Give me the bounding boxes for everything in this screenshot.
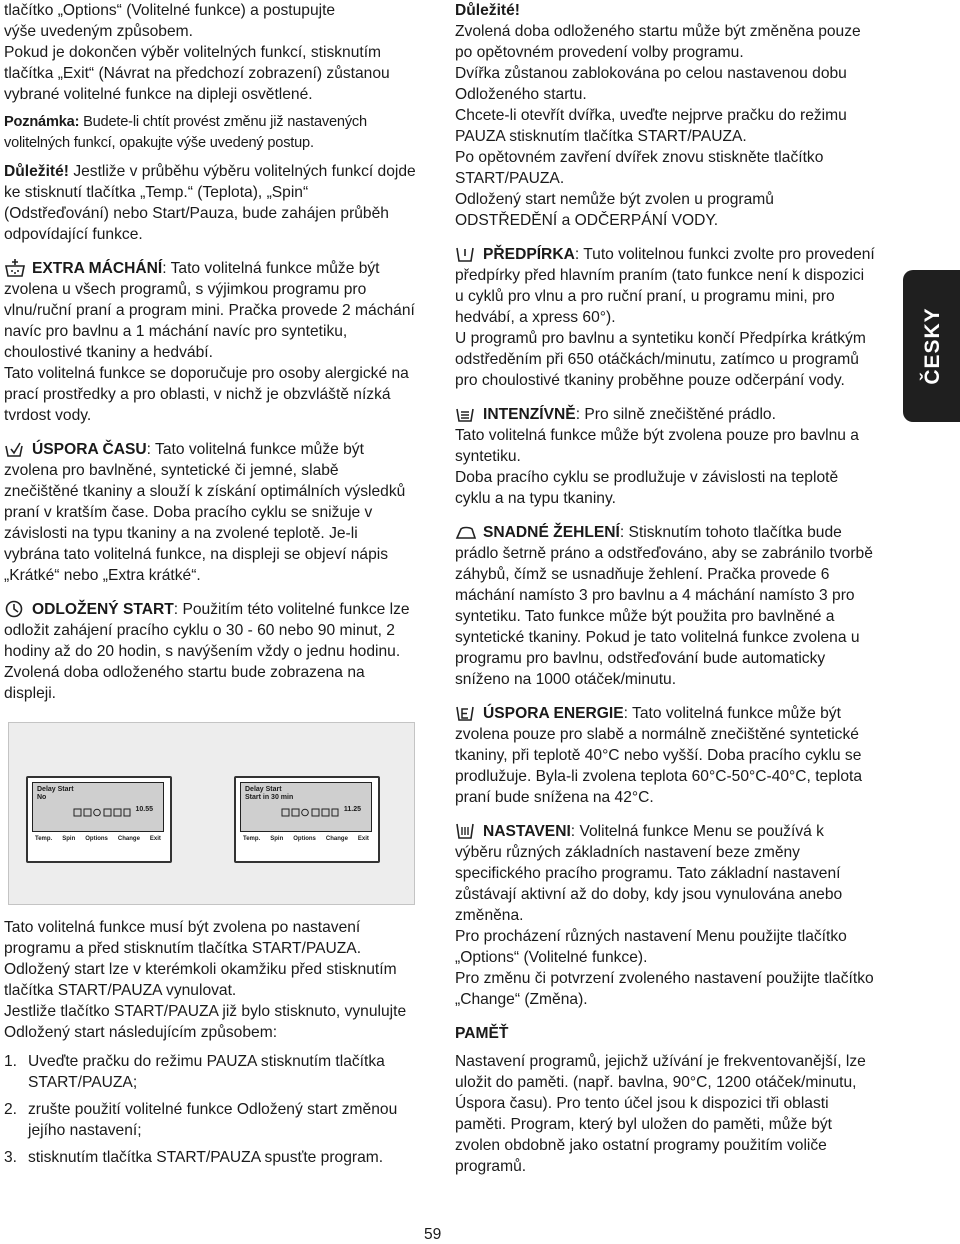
important-label: Důležité! — [4, 163, 69, 180]
step-text: zrušte použití volitelné funkce Odložený start změnou jejího nastavení; — [28, 1101, 398, 1139]
intensive-text-3: Doba pracího cyklu se prodlužuje v závislosti na teplotě cyklu a na typu tkaniny. — [455, 469, 839, 507]
intro-line-2: výše uvedeným způsobem. — [4, 23, 193, 40]
after-paragraph-2: Odložený start lze v kterémkoli okamžiku před stisknutím tlačítka START/PAUZA vynulovat. — [4, 961, 397, 999]
extra-rinse-icon — [4, 259, 26, 275]
prewash-text: : Tuto volitelnou funkci zvolte pro provedení předpírky před hlavním praním (tato funkce není k dispozici u cyklů pro vlnu a pro ruční praní, u programu mini, pro hedvábí, a xpress 60°). — [455, 246, 875, 326]
display-panel-1 — [26, 776, 172, 863]
easy-iron-paragraph — [455, 522, 875, 690]
prewash-title: PŘEDPÍRKA — [483, 246, 575, 263]
language-tab — [903, 270, 960, 422]
display-panel-2 — [234, 776, 380, 863]
change-button[interactable]: Change — [117, 836, 140, 842]
language-tab-label: ČESKY — [921, 307, 944, 385]
display-2-line-2: Start in 30 min — [245, 794, 294, 801]
list-item — [4, 1099, 416, 1141]
step-number: 1. — [4, 1053, 18, 1070]
display-2-buttons — [238, 836, 374, 842]
time-save-paragraph — [4, 439, 416, 586]
exit-button[interactable]: Exit — [149, 836, 161, 842]
note-label: Poznámka: — [4, 114, 80, 130]
delay-start-title: ODLOŽENÝ START — [32, 601, 174, 618]
intro-paragraph-2: Pokud je dokončen výběr volitelných funkcí, stisknutím tlačítka „Exit“ (Návrat na předchozí zobrazení) zůstanou vybrané volitelné funkce na dipleji osvětlené. — [4, 44, 390, 103]
display-illustration — [8, 722, 415, 905]
important-paragraph-3: Chcete-li otevřít dvířka, uveďte nejprve pračku do režimu PAUZA stisknutím tlačítka START/PAUZA. — [455, 107, 847, 145]
right-column — [455, 0, 875, 1177]
energy-save-icon — [455, 704, 477, 720]
extra-rinse-text: : Tato volitelná funkce může být zvolena u všech programů, s výjimkou programu pro vlnu/ruční praní a program mini. Pračka provede 2 máchání navíc pro bavlnu a 1 máchání navíc pro syntetiku, choulostivé tkaniny a hedvábí. — [4, 260, 415, 361]
left-column — [4, 0, 416, 704]
after-paragraph-1: Tato volitelná funkce musí být zvolena po nastavení programu a před stisknutím tlačítka START/PAUZA. — [4, 919, 362, 957]
important-text: Jestliže v průběhu výběru volitelných funkcí dojde ke stisknutí tlačítka „Temp.“ (Teplota), „Spin“ (Odstřeďování) nebo Start/Pauza, bude zahájen průběh odpovídající funkce. — [4, 163, 416, 243]
time-save-text: : Tato volitelná funkce může být zvolena pro bavlněné, syntetické či jemné, slabě znečištěné tkaniny a slouží k získání optimálních výsledků praní v kratším čase. Doba pracího cyklu se snižuje v závislosti na typu tkaniny a na zvolené teplotě. Je-li vybrána tato volitelná funkce, na displeji se objeví nápis „Krátké“ nebo „Extra krátké“. — [4, 441, 406, 584]
memory-title: PAMĚŤ — [455, 1025, 509, 1042]
extra-rinse-text-2: Tato volitelná funkce se doporučuje pro osoby alergické na prací prostředky a pro oblasti, v nichž je obzvláště nízká tvrdost vody. — [4, 365, 409, 424]
intensive-text: : Pro silně znečištěné prádlo. — [575, 406, 776, 423]
prewash-paragraph — [455, 244, 875, 328]
list-item — [4, 1051, 416, 1093]
display-1-line-1: Delay Start — [37, 786, 74, 793]
important-paragraph-2: Dvířka zůstanou zablokována po celou nastavenou dobu Odloženého startu. — [455, 65, 847, 103]
change-button[interactable]: Change — [325, 836, 348, 842]
delay-start-icon — [4, 600, 26, 616]
display-1-time: 10.55 — [135, 806, 153, 813]
note-text: Budete-li chtít provést změnu již nastavených volitelných funkcí, opakujte výše uvedený postup. — [4, 114, 367, 151]
delay-start-paragraph — [4, 599, 416, 704]
step-number: 3. — [4, 1149, 18, 1166]
options-button[interactable]: Options — [293, 836, 316, 842]
intensive-paragraph — [455, 404, 875, 425]
settings-text: : Volitelná funkce Menu se používá k výběru různých základních nastavení beze změny specifického pracího programu. Tato základní nastavení zůstávají aktivní až do doby, kdy jsou vynulována anebo změněna. — [455, 823, 843, 924]
iron-icon — [455, 523, 477, 539]
display-1-buttons — [30, 836, 166, 842]
list-item — [4, 1147, 416, 1168]
important-paragraph-1: Zvolená doba odloženého startu může být změněna pouze po opětovném provedení volby programu. — [455, 23, 861, 61]
display-2-time: 11.25 — [343, 806, 361, 813]
intensive-title: INTENZÍVNĚ — [483, 406, 576, 423]
display-screen-1 — [32, 782, 164, 832]
options-button[interactable]: Options — [85, 836, 108, 842]
important-paragraph — [4, 161, 416, 245]
important-label: Důležité! — [455, 2, 520, 19]
after-paragraph-3: Jestliže tlačítko START/PAUZA již bylo stisknuto, vynulujte Odložený start následujícím způsobem: — [4, 1003, 407, 1041]
exit-button[interactable]: Exit — [357, 836, 369, 842]
display-2-option-icons — [281, 808, 339, 817]
settings-paragraph — [455, 821, 875, 926]
memory-heading — [455, 1023, 875, 1044]
page-number: 59 — [424, 1226, 442, 1243]
step-number: 2. — [4, 1101, 18, 1118]
spin-button[interactable]: Spin — [270, 836, 284, 842]
settings-title: NASTAVENI — [483, 823, 571, 840]
time-save-icon — [4, 440, 26, 456]
spin-button[interactable]: Spin — [62, 836, 76, 842]
intensive-text-2: Tato volitelná funkce může být zvolena pouze pro bavlnu a syntetiku. — [455, 427, 859, 465]
step-text: Uveďte pračku do režimu PAUZA stisknutím tlačítka START/PAUZA; — [28, 1053, 385, 1091]
important-paragraph-5: Odložený start nemůže být zvolen u programů ODSTŘEDĚNÍ a ODČERPÁNÍ VODY. — [455, 191, 774, 229]
intro-line-1: tlačítko „Options“ (Volitelné funkce) a postupujte — [4, 2, 336, 19]
intensive-icon — [455, 405, 477, 421]
display-2-line-1: Delay Start — [245, 786, 282, 793]
note-paragraph — [4, 112, 416, 154]
important-heading — [455, 0, 875, 21]
time-save-title: ÚSPORA ČASU — [32, 441, 147, 458]
important-paragraph-4: Po opětovném zavření dvířek znovu stiskněte tlačítko START/PAUZA. — [455, 149, 824, 187]
easy-iron-text: : Stisknutím tohoto tlačítka bude prádlo šetrně práno a odstřeďováno, aby se zabránilo tvorbě záhybů, čímž se usnadňuje žehlení. Pračka provede 6 máchání namísto 3 pro bavlnu a 4 máchání namísto 3 pro syntetiku. Tato funkce může být použita pro bavlněné a syntetické tkaniny. Pokud je tato volitelná funkce zvolena u programu pro bavlnu, odstřeďování bude automaticky sníženo na 1000 otáček/minutu. — [455, 524, 873, 688]
settings-text-2: Pro procházení různých nastavení Menu použijte tlačítko „Options“ (Volitelné funkce). — [455, 928, 847, 966]
easy-iron-title: SNADNÉ ŽEHLENÍ — [483, 524, 620, 541]
temp-button[interactable]: Temp. — [243, 836, 261, 842]
extra-rinse-title: EXTRA MÁCHÁNÍ — [32, 260, 163, 277]
energy-save-paragraph — [455, 703, 875, 808]
energy-save-title: ÚSPORA ENERGIE — [483, 705, 624, 722]
energy-save-text: : Tato volitelná funkce může být zvolena pouze pro slabě a normálně znečištěné syntetické tkaniny, při teplotě 40°C nebo vyšší. Doba pracího cyklu se prodlužuje. Byla-li zvolena teplota 60°C-50°C-40°C, teplota praní bude snížena na 42°C. — [455, 705, 863, 806]
memory-text: Nastavení programů, jejichž užívání je frekventovanější, lze uložit do paměti. (např. bavlna, 90°C, 1200 otáček/minutu, Úspora času). Pro tento účel jsou k dispozici tři oblasti paměti. Program, který byl uložen do paměti, může být zvolen obdobně jako ostatní programy použitím voliče programů. — [455, 1053, 866, 1175]
delay-start-text: : Použitím této volitelné funkce lze odložit zahájení pracího cyklu o 30 - 60 nebo 90 minut, 2 hodiny až do 20 hodin, s navýšením vždy o jednu hodinu. Zvolená doba odloženého startu bude zobrazena na displeji. — [4, 601, 410, 702]
display-screen-2 — [240, 782, 372, 832]
settings-text-3: Pro změnu či potvrzení zvoleného nastavení použijte tlačítko „Change“ (Změna). — [455, 970, 874, 1008]
extra-rinse-paragraph — [4, 258, 416, 363]
left-column-lower — [4, 917, 416, 1174]
display-1-option-icons — [73, 808, 131, 817]
settings-icon — [455, 822, 477, 838]
step-text: stisknutím tlačítka START/PAUZA spusťte program. — [28, 1149, 384, 1166]
reset-steps-list — [4, 1051, 416, 1168]
prewash-text-2: U programů pro bavlnu a syntetiku končí Předpírka krátkým odstředěním při 650 otáčkách/minutu, zatímco u programů pro choulostivé tkaniny proběhne pouze odčerpání vody. — [455, 330, 866, 389]
display-1-line-2: No — [37, 794, 47, 801]
prewash-icon — [455, 245, 477, 261]
temp-button[interactable]: Temp. — [35, 836, 53, 842]
